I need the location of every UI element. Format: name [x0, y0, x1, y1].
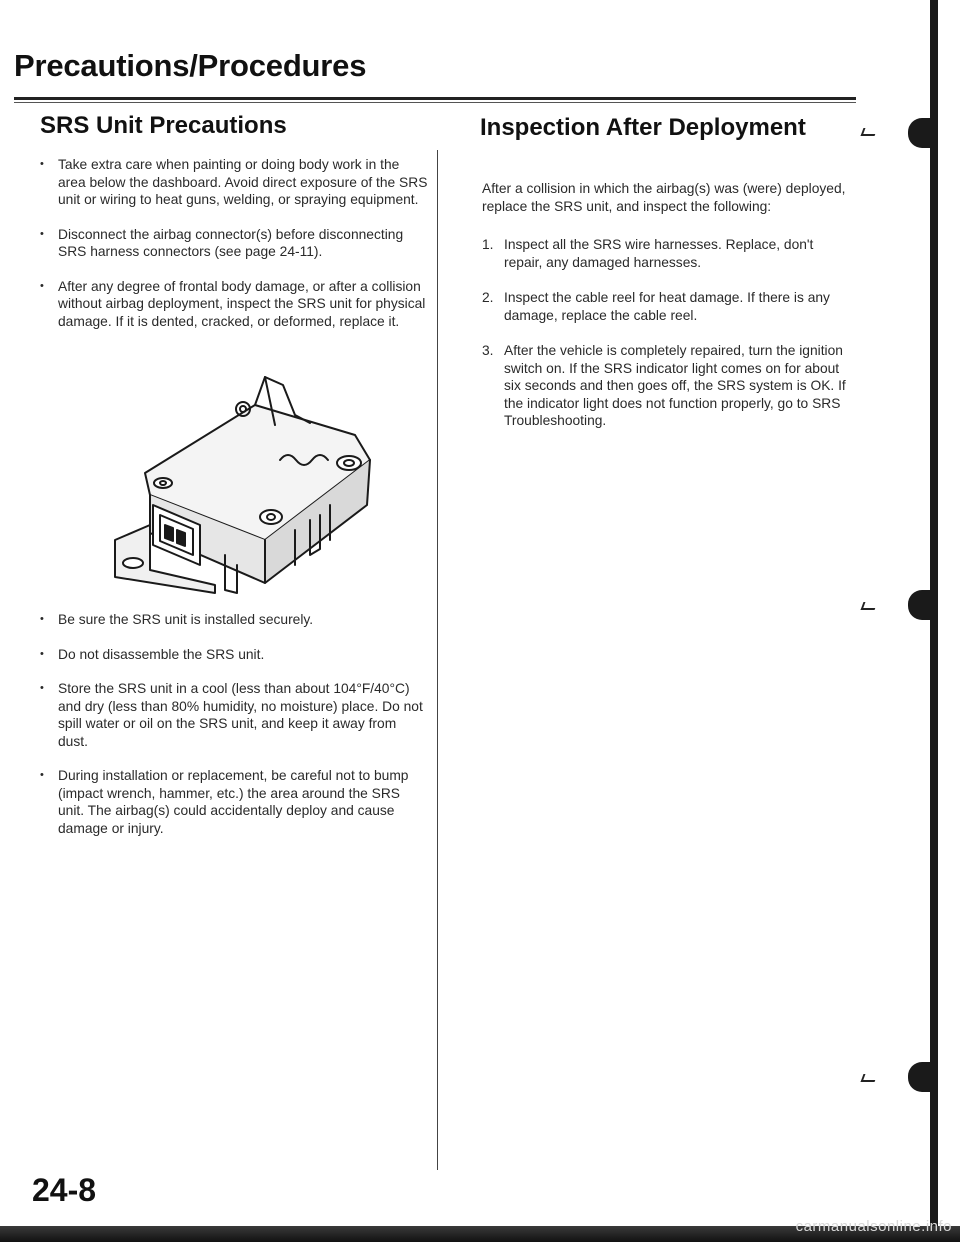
precautions-list-bottom [40, 611, 428, 854]
list-item [40, 278, 428, 331]
index-tab-mark [908, 118, 932, 148]
step-text: Inspect the cable reel for heat damage. If there is any damage, replace the cable reel. [504, 290, 830, 323]
list-item-text: After any degree of frontal body damage, or after a collision without airbag deployment, inspect the SRS unit for physical damage. If it is dented, cracked, or deformed, replace it. [58, 278, 426, 329]
list-item [40, 156, 428, 209]
page-title: Precautions/Procedures [14, 48, 367, 83]
list-item [40, 611, 428, 629]
list-item [40, 646, 428, 664]
bullet-icon: • [40, 279, 44, 292]
bullet-icon: • [40, 647, 44, 660]
list-item-text: Disconnect the airbag connector(s) before disconnecting SRS harness connectors (see page 24-11). [58, 226, 404, 259]
srs-unit-illustration [105, 365, 395, 595]
step-number: 3. [482, 343, 494, 358]
bullet-icon: • [40, 613, 44, 625]
list-item [40, 767, 428, 837]
title-rule-thin [14, 102, 856, 103]
step-item [482, 289, 854, 324]
list-item-text: During installation or replacement, be careful not to bump (impact wrench, hammer, etc.) the area around the SRS unit. The airbag(s) could accidentally deploy and cause damage or injury. [58, 768, 409, 836]
section-heading-inspection-after-deployment: Inspection After Deployment [480, 114, 806, 141]
list-item-text: Do not disassemble the SRS unit. [58, 646, 265, 662]
step-item [482, 236, 854, 271]
title-rule [14, 97, 856, 100]
inspection-steps [482, 236, 854, 448]
page-number: 24-8 [32, 1172, 97, 1208]
list-item [40, 680, 428, 750]
list-item-text: Be sure the SRS unit is installed securely. [58, 612, 314, 627]
column-divider [437, 150, 438, 1170]
step-item [482, 342, 854, 430]
step-text: Inspect all the SRS wire harnesses. Replace, don't repair, any damaged harnesses. [504, 237, 814, 270]
scan-mark [861, 1074, 878, 1082]
watermark: carmanualsonline.info [795, 1218, 952, 1235]
step-text: After the vehicle is completely repaired, turn the ignition switch on. If the SRS indicator light comes on for about six seconds and then goes off, the SRS system is OK. If the indicator light does not function properly, go to SRS Troubleshooting. [504, 343, 846, 428]
list-item-text: Store the SRS unit in a cool (less than about 104°F/40°C) and dry (less than 80% humidity, no moisture) place. Do not spill water or oil on the SRS unit, and keep it away from dust. [58, 681, 423, 749]
step-number: 1. [482, 237, 494, 252]
step-number: 2. [482, 290, 494, 305]
index-tab-mark [908, 1062, 932, 1092]
list-item-text: Take extra care when painting or doing body work in the area below the dashboard. Avoid direct exposure of the SRS unit or wiring to heat guns, welding, or spraying equipment. [58, 157, 428, 207]
bullet-icon: • [40, 769, 44, 781]
scan-mark [861, 128, 878, 136]
list-item [40, 226, 428, 261]
inspection-intro: After a collision in which the airbag(s) was (were) deployed, replace the SRS unit, and inspect the following: [482, 181, 846, 214]
scan-mark [861, 602, 878, 610]
bullet-icon: • [40, 682, 44, 694]
index-tab-mark [908, 590, 932, 620]
bullet-icon: • [40, 158, 44, 170]
section-heading-srs-unit-precautions: SRS Unit Precautions [40, 112, 287, 139]
precautions-list-top [40, 156, 428, 347]
bullet-icon: • [40, 227, 44, 240]
